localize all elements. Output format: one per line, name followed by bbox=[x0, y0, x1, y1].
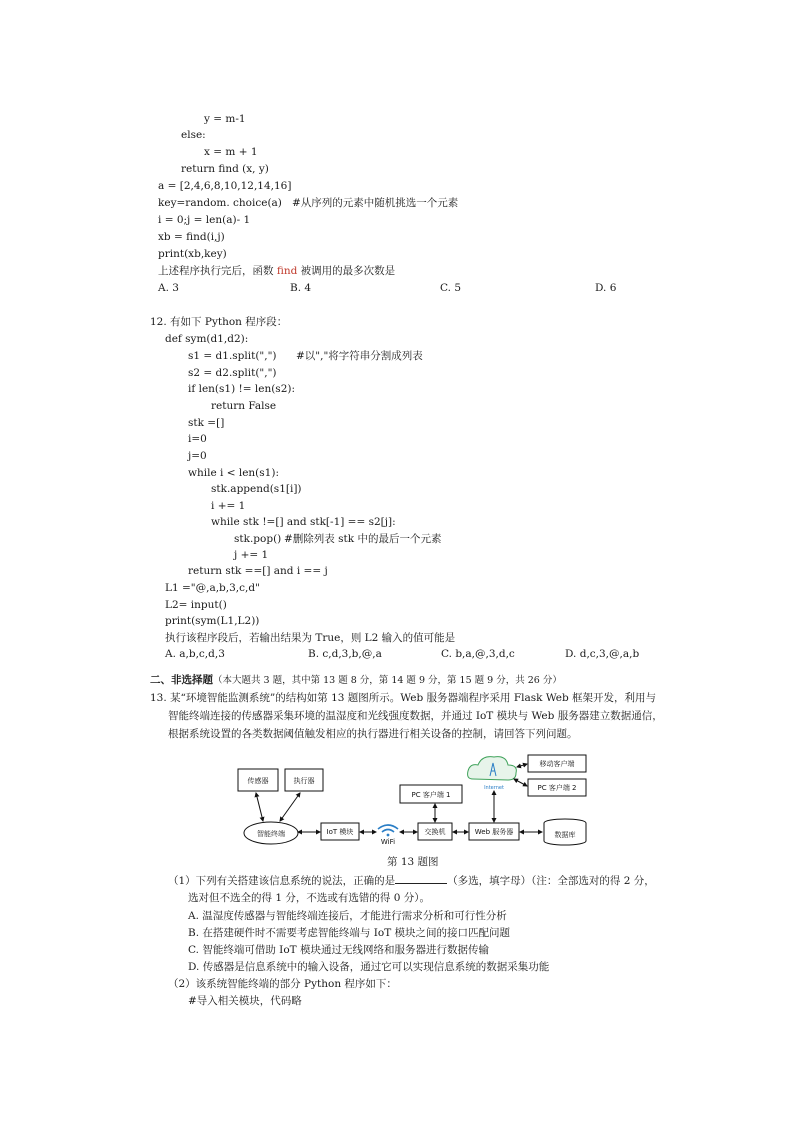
code-line: j += 1 bbox=[234, 549, 269, 561]
function-name: find bbox=[276, 265, 298, 277]
mobile-client-label: 移动客户端 bbox=[539, 760, 575, 768]
question-text: 执行该程序段后，若输出结果为 True，则 L2 输入的值可能是 bbox=[165, 632, 456, 644]
code-line: stk =[] bbox=[188, 417, 225, 429]
question-intro: 12. 有如下 Python 程序段： bbox=[150, 316, 288, 328]
code-line: return stk ==[] and i == j bbox=[188, 565, 328, 577]
code-comment: #以","将字符串分割成列表 bbox=[296, 350, 423, 362]
code-line: L2= input() bbox=[165, 599, 227, 611]
question-text: 上述程序执行完后，函数 find 被调用的最多次数是 bbox=[158, 265, 396, 277]
option-b: B. 4 bbox=[290, 282, 312, 294]
option-c: C. 智能终端可借助 IoT 模块通过无线网络和服务器进行数据传输 bbox=[188, 944, 489, 956]
question-intro: 根据系统设置的各类数据阈值触发相应的执行器进行相关设备的控制，请回答下列问题。 bbox=[168, 728, 578, 740]
subquestion-1: （1）下列有关搭建该信息系统的说法，正确的是 （多选，填字母）（注：全部选对的得 2 分， bbox=[168, 875, 655, 887]
code-line: j=0 bbox=[188, 450, 207, 462]
option-d: D. d,c,3,@,a,b bbox=[565, 648, 640, 660]
terminal-label: 智能终端 bbox=[257, 830, 285, 838]
code-line: print(xb,key) bbox=[158, 248, 227, 260]
code-line: print(sym(L1,L2)) bbox=[165, 615, 260, 627]
option-d: D. 6 bbox=[595, 282, 617, 294]
code-comment: #从序列的元素中随机挑选一个元素 bbox=[292, 197, 459, 209]
code-line: if len(s1) != len(s2): bbox=[188, 383, 296, 395]
code-line: def sym(d1,d2): bbox=[165, 333, 249, 345]
code-line: return find (x, y) bbox=[181, 163, 269, 175]
code-line: i=0 bbox=[188, 433, 207, 445]
code-line: while i < len(s1): bbox=[188, 467, 279, 479]
pc1-label: PC 客户端 1 bbox=[411, 791, 451, 799]
code-comment: #导入相关模块，代码略 bbox=[188, 995, 302, 1007]
section-header: 二、非选择题（本大题共 3 题，其中第 13 题 8 分，第 14 题 9 分，第 15 题 9 分，共 26 分） bbox=[150, 674, 562, 686]
code-comment: #删除列表 stk 中的最后一个元素 bbox=[284, 533, 442, 545]
code-line: s2 = d2.split(",") bbox=[188, 367, 277, 379]
code-line: return False bbox=[211, 400, 277, 412]
switch-label: 交换机 bbox=[424, 828, 446, 836]
code-line: L1 ="@,a,b,3,c,d" bbox=[165, 582, 260, 594]
code-line: while stk !=[] and stk[-1] == s2[j]: bbox=[211, 516, 396, 528]
option-a: A. 温湿度传感器与智能终端连接后，才能进行需求分析和可行性分析 bbox=[188, 910, 507, 922]
question-intro: 智能终端连接的传感器采集环境的温湿度和光线强度数据，并通过 IoT 模块与 Web 服务器建立数据通信， bbox=[168, 710, 663, 722]
question-intro: 13. 某“环境智能监测系统”的结构如第 13 题图所示。Web 服务器端程序采用 Flask Web 框架开发，利用与 bbox=[150, 692, 657, 704]
option-b: B. c,d,3,b,@,a bbox=[308, 648, 382, 660]
web-server-label: Web 服务器 bbox=[474, 828, 514, 836]
code-line: stk.append(s1[i]) bbox=[211, 483, 302, 495]
code-line: i = 0;j = len(a)- 1 bbox=[158, 214, 251, 226]
iot-label: IoT 模块 bbox=[326, 828, 354, 836]
option-b: B. 在搭建硬件时不需要考虑智能终端与 IoT 模块之间的接口匹配问题 bbox=[188, 927, 511, 939]
code-line: s1 = d1.split(",") bbox=[188, 350, 277, 362]
option-a: A. 3 bbox=[158, 282, 179, 294]
code-line: y = m-1 bbox=[204, 113, 246, 125]
code-line: stk.pop() bbox=[234, 533, 282, 545]
database-label: 数据库 bbox=[554, 831, 576, 839]
option-c: C. 5 bbox=[440, 282, 462, 294]
internet-label: Internet bbox=[484, 785, 504, 791]
subquestion-1-line2: 选对但不选全的得 1 分，不选或有选错的得 0 分）。 bbox=[188, 892, 430, 904]
wifi-label: WiFi bbox=[380, 838, 396, 846]
figure-caption: 第 13 题图 bbox=[387, 856, 439, 868]
code-line: a = [2,4,6,8,10,12,14,16] bbox=[158, 180, 292, 192]
terminal-actuator-arrow bbox=[280, 793, 300, 821]
system-diagram bbox=[228, 753, 620, 849]
answer-blank[interactable] bbox=[395, 873, 447, 884]
code-line: key=random. choice(a) bbox=[158, 197, 282, 209]
option-a: A. a,b,c,d,3 bbox=[165, 648, 225, 660]
code-line: i += 1 bbox=[211, 500, 246, 512]
cloud-icon bbox=[468, 757, 517, 780]
sensor-terminal-arrow bbox=[256, 793, 263, 821]
code-line: x = m + 1 bbox=[204, 146, 258, 158]
option-d: D. 传感器是信息系统中的输入设备，通过它可以实现信息系统的数据采集功能 bbox=[188, 961, 550, 973]
wifi-icon bbox=[378, 825, 398, 836]
code-line: xb = find(i,j) bbox=[158, 231, 225, 243]
code-line: else: bbox=[181, 129, 206, 141]
sensor-label: 传感器 bbox=[247, 777, 269, 785]
actuator-label: 执行器 bbox=[293, 777, 315, 785]
option-c: C. b,a,@,3,d,c bbox=[441, 648, 515, 660]
pc2-label: PC 客户端 2 bbox=[537, 784, 577, 792]
subquestion-2: （2）该系统智能终端的部分 Python 程序如下： bbox=[168, 978, 397, 990]
